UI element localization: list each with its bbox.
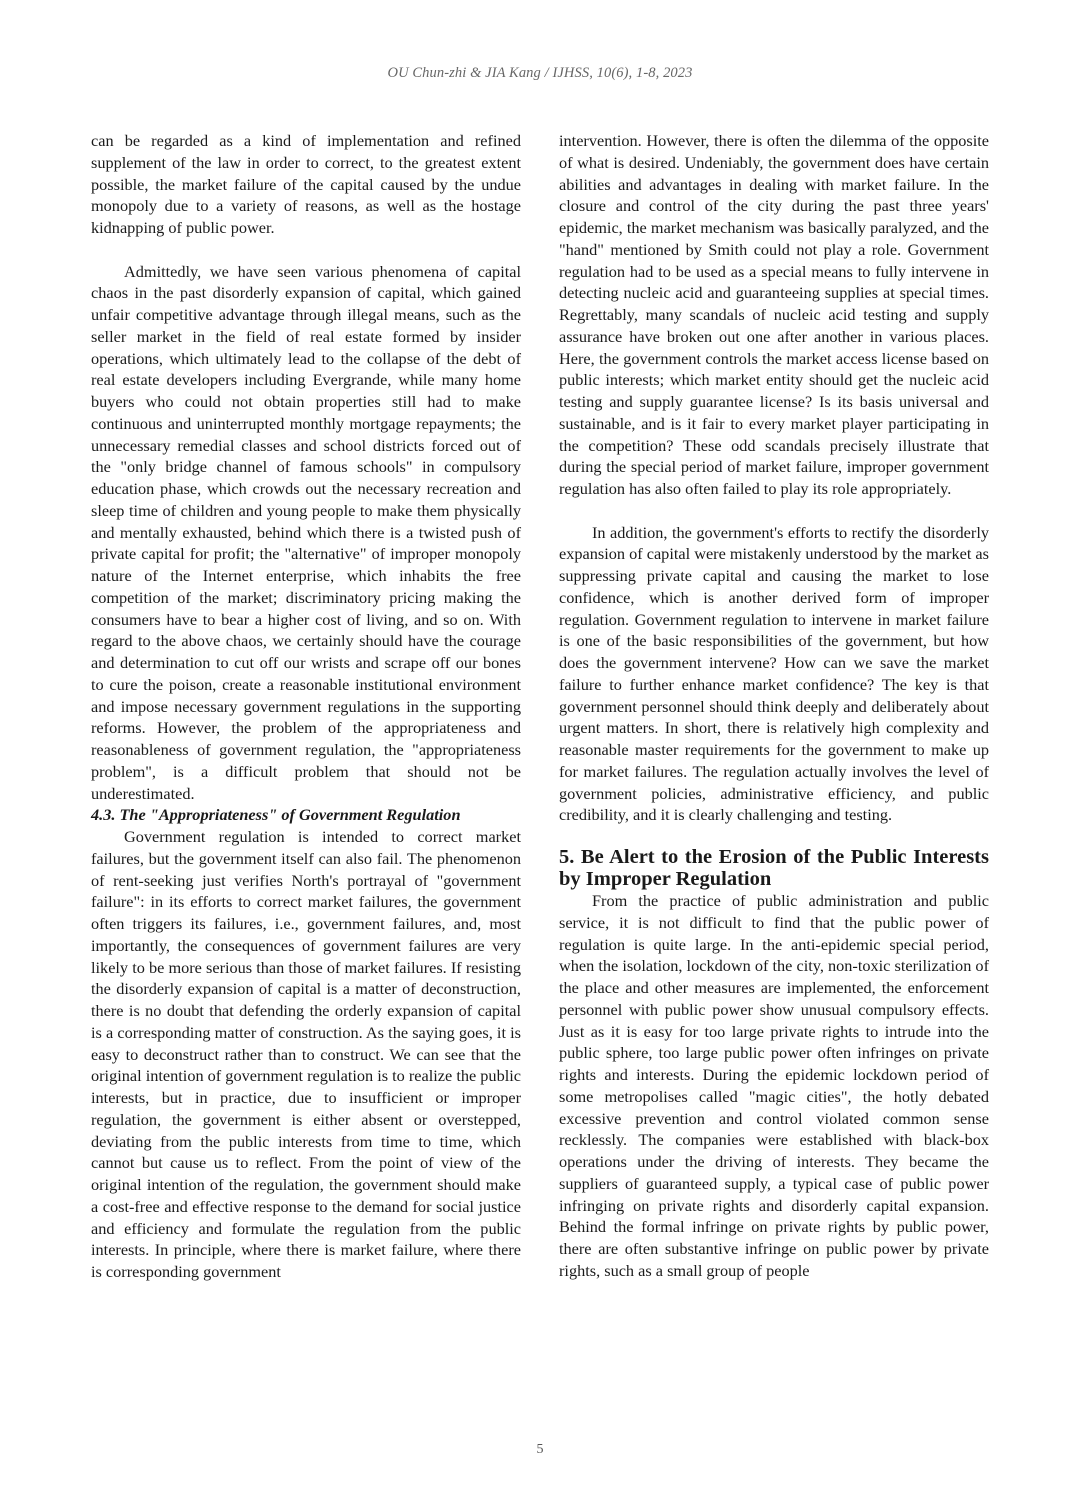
running-head: OU Chun-zhi & JIA Kang / IJHSS, 10(6), 1-8, 2023 <box>387 65 693 81</box>
page-number: 5 <box>536 1442 544 1457</box>
body-paragraph: In addition, the government's efforts to rectify the disorderly expansion of capital were mistakenly understood by the market as suppressing private capital and causing the market to lose confidence, which is another derived form of improper regulation. Government regulation to intervene in market failure is one of the basic responsibilities of the government, but how does the government intervene? How can we save the market failure to further enhance market confidence? The key is that government personnel should think deeply and deliberately about urgent matters. In short, there is relatively high complexity and reasonable master requirements for the government to make up for market failures. The regulation actually involves the level of government policies, administrative efficiency, and public credibility, and it is clearly challenging and testing. <box>559 522 989 825</box>
subsection-heading: 4.3. The "Appropriateness" of Government Regulation <box>91 805 461 825</box>
section-heading: 5. Be Alert to the Erosion of the Public Interests by Improper Regulation <box>559 846 989 890</box>
body-paragraph: can be regarded as a kind of implementation and refined supplement of the law in order to correct, to the greatest extent possible, the market failure of the capital caused by the undue monopoly due to a variety of reasons, as well as the hostage kidnapping of public power. <box>91 131 521 237</box>
right-column <box>559 130 989 1282</box>
body-paragraph: Government regulation is intended to correct market failures, but the government itself can also fail. The phenomenon of rent-seeking just verifies North's portrayal of "government failure": in its efforts to correct market failures, the government often triggers its failures, i.e., government failures, and, most importantly, the consequences of government failures are very likely to be more serious than those of market failures. If resisting the disorderly expansion of capital is a matter of deconstruction, there is no doubt that defending the orderly expansion of capital is a corresponding matter of construction. As the saying goes, it is easy to deconstruct rather than to construct. We can see that the original intention of government regulation is to realize the public interests, but in practice, due to insufficient or improper regulation, the government is either absent or overstepped, deviating from the public interests from time to time, which cannot but cause us to reflect. From the point of view of the original intention of the regulation, the government should make a cost-free and effective response to the demand for social justice and efficiency and formulate the regulation from the public interests. In principle, where there is market failure, where there is corresponding government <box>91 827 521 1281</box>
body-paragraph: intervention. However, there is often the dilemma of the opposite of what is desired. Undeniably, the government does have certain abilities and advantages in dealing with market failure. In the closure and control of the city during the past three years' epidemic, the market mechanism was basically paralyzed, and the "hand" mentioned by Smith could not play a role. Government regulation had to be used as a special means to fully intervene in detecting nucleic acid and guaranteeing supplies at special times. Regrettably, many scandals of nucleic acid testing and supply assurance have broken out one after another in various places. Here, the government controls the market access license based on public interests; which market entity should get the nucleic acid testing and supply guarantee license? Is its basis universal and sustainable, and is it fair to every market player participating in the competition? These odd scandals precisely illustrate that during the special period of market failure, improper government regulation has also often failed to play its role appropriately. <box>559 131 989 498</box>
body-paragraph: From the practice of public administration and public service, it is not difficult to find that the public power of regulation is quite large. In the anti-epidemic special period, when the isolation, lockdown of the city, non-toxic sterilization of the place and other measures are implemented, the enforcement personnel with public power show unusual compulsory effects. Just as it is easy for too large private rights to intrude into the public sphere, too large public power often infringes on private rights and interests. During the epidemic lockdown period of some metropolises called "magic cities", the hotly debated excessive prevention and control violated common sense recklessly. The companies were established with black-box operations under the driving of interests. They became the suppliers of guaranteed supply, a typical case of public power infringing on private rights and disorderly capital expansion. Behind the formal infringe on private rights by public power, there are often substantive infringe on public power by private rights, such as a small group of people <box>559 891 989 1280</box>
body-paragraph: Admittedly, we have seen various phenomena of capital chaos in the past disorderly expansion of capital, which gained unfair competitive advantage through illegal means, such as the seller market in the field of real estate formed by insider operations, which ultimately lead to the collapse of the debt of real estate developers including Evergrande, while many home buyers who could not obtain properties still had to make continuous and uninterrupted monthly mortgage repayments; the unnecessary remedial classes and school districts forced out of the "only bridge channel of famous schools" in compulsory education phase, which crowds out the necessary recreation and sleep time of children and young people to make them physically and mentally exhausted, behind which there is a twisted push of private capital for profit; the "alternative" of improper monopoly nature of the Internet enterprise, which inhabits the free competition of the market; discriminatory pricing making the consumers have to bear a higher cost of living, and so on. With regard to the above chaos, we certainly should have the courage and determination to cut off our wrists and scrape off our bones to cure the poison, create a reasonable institutional environment and impose necessary government regulations in the supporting reforms. However, the problem of the appropriateness and reasonableness of government regulation, the "appropriateness problem", is a difficult problem that should not be underestimated. <box>91 261 521 803</box>
left-column <box>91 130 521 1283</box>
